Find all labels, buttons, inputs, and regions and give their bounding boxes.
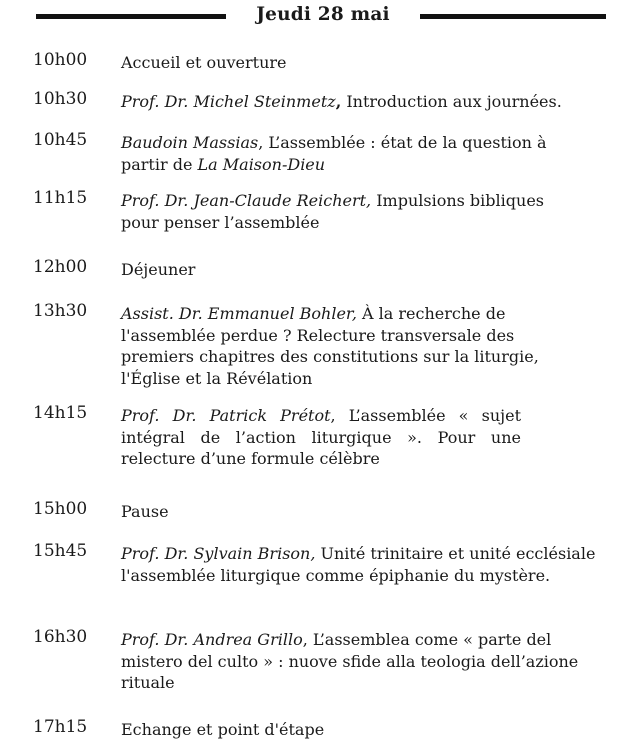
speaker-name: Prof. Dr. Patrick Prétot xyxy=(121,406,331,425)
schedule-description xyxy=(121,91,591,113)
schedule-description xyxy=(121,52,591,74)
schedule-description xyxy=(121,132,571,175)
schedule-time: 12h00 xyxy=(33,257,88,277)
journal-title: La Maison-Dieu xyxy=(197,154,326,174)
schedule-time: 10h30 xyxy=(33,89,88,109)
session-text: Impulsions bibliques pour penser l’assemblée xyxy=(121,191,544,232)
day-title: Jeudi 28 mai xyxy=(256,4,390,25)
session-text: Déjeuner xyxy=(121,260,196,279)
speaker-name: Prof. Dr. Sylvain Brison, xyxy=(121,544,316,563)
speaker-name: Prof. Dr. Michel Steinmetz xyxy=(121,92,336,111)
schedule-description xyxy=(121,259,591,281)
schedule-description xyxy=(121,719,591,741)
session-text: Introduction aux journées. xyxy=(341,92,562,111)
schedule-description xyxy=(121,303,571,389)
schedule-description xyxy=(121,501,591,523)
speaker-name: Assist. Dr. Emmanuel Bohler, xyxy=(121,304,357,323)
speaker-name: Prof. Dr. Andrea Grillo xyxy=(121,630,303,649)
schedule-description xyxy=(121,405,521,470)
speaker-separator: , xyxy=(302,630,308,649)
schedule-time: 15h45 xyxy=(33,541,88,561)
session-text: Echange et point d'étape xyxy=(121,720,325,739)
schedule-description xyxy=(121,629,581,694)
header-rule-left xyxy=(36,14,226,19)
session-text: Unité trinitaire et unité ecclésiale l'assemblée liturgique comme épiphanie du mystère. xyxy=(121,544,596,585)
schedule-description xyxy=(121,190,571,233)
header-rule-right xyxy=(420,14,606,19)
session-text: Accueil et ouverture xyxy=(121,53,287,72)
session-text: L’assemblée « sujet intégral de l’action liturgique ». Pour une relecture d’une formule célèbre xyxy=(121,406,521,469)
speaker-separator: , xyxy=(258,133,264,152)
schedule-time: 13h30 xyxy=(33,301,88,321)
session-text: Pause xyxy=(121,502,169,521)
session-text: L’assemblea come « parte del mistero del culto » : nuove sfide alla teologia dell’azione rituale xyxy=(121,630,579,693)
speaker-name: Baudoin Massias xyxy=(121,133,259,152)
schedule-time: 15h00 xyxy=(33,499,88,519)
schedule-time: 10h00 xyxy=(33,50,88,70)
speaker-name: Prof. Dr. Jean-Claude Reichert, xyxy=(121,191,372,210)
speaker-separator: , xyxy=(330,406,336,425)
speaker-separator: , xyxy=(335,92,342,111)
schedule-time: 16h30 xyxy=(33,627,88,647)
session-text: À la recherche de l'assemblée perdue ? Relecture transversale des premiers chapitres des constitutions sur la liturgie, l'Église et la Révélation xyxy=(121,304,539,388)
schedule-time: 11h15 xyxy=(33,188,88,208)
session-text: L’assemblée : état de la question à partir de xyxy=(121,133,547,174)
schedule-time: 14h15 xyxy=(33,403,88,423)
schedule-time: 10h45 xyxy=(33,130,88,150)
schedule-description xyxy=(121,543,596,586)
day-header xyxy=(0,0,642,34)
schedule-time: 17h15 xyxy=(33,717,88,737)
